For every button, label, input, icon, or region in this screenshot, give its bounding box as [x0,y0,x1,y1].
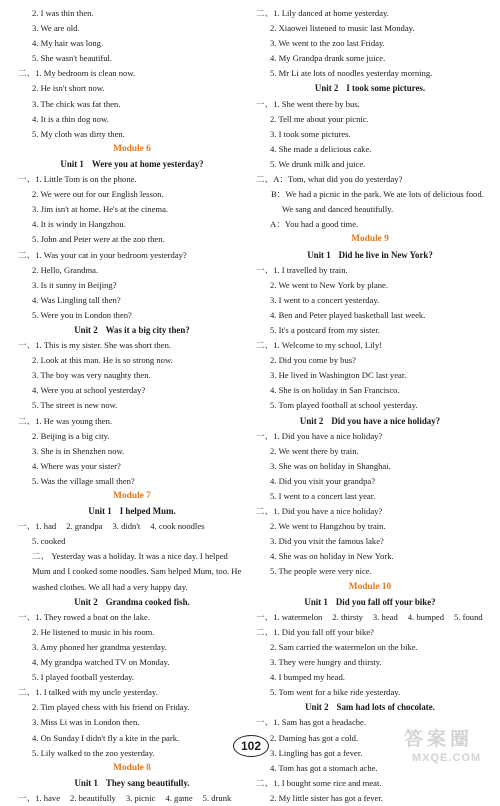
answer-line: 5. cooked [32,536,66,547]
answer-line: 3. The boy was very naughty then. [32,370,151,381]
answer-line: 4. She was on holiday in New York. [270,551,394,562]
answer-line: 4. Where was your sister? [32,460,121,471]
answer-line: 4. Were you at school yesterday? [32,385,146,396]
unit-number: Unit 1 [88,506,112,517]
answer-line-multi [18,791,246,806]
answer-line: 2. Sam carried the watermelon on the bike. [270,641,418,652]
unit-title: I took some pictures. [346,83,426,94]
unit-number: Unit 2 [299,415,324,426]
answer-line: 3. Jim isn't at home. He's at the cinema. [32,204,169,215]
answer-line: 二、1. He was young then. [18,415,113,426]
answer-line: 4. Ben and Peter played basketball last week. [270,309,426,320]
answer-line: 5. My cloth was dirty then. [32,128,125,139]
answer-line: 4. My hair was long. [32,38,104,49]
answer-line: 一、1. This is my sister. She was short then. [18,340,172,351]
unit-title: Was it a big city then? [105,324,190,335]
watermark-url: MXQE.COM [412,752,482,764]
unit-number: Unit 2 [74,596,98,607]
answer-item: 2. thirsty [332,611,363,622]
answer-line: 4. Did you visit your grandpa? [270,475,376,486]
answer-line: 4. She made a delicious cake. [270,143,372,154]
unit-heading [256,248,484,263]
answer-line: 二、1. Lily danced at home yesterday. [256,8,389,18]
answer-item: 3. didn't [112,521,141,532]
answer-item: 3. head [372,611,398,622]
answer-line-multi [18,519,246,534]
answer-line-multi [256,610,484,625]
answer-line: 二、A：Tom, what did you do yesterday? [256,174,403,185]
unit-heading [256,595,484,610]
answer-line: 5. Mr Li ate lots of noodles yesterday morning. [270,68,433,79]
answer-line: 3. She was on holiday in Shanghai. [270,460,391,471]
answer-line: 2. We went to New York by plane. [270,279,389,290]
answer-line: 5. The street is new now. [32,400,118,411]
module-heading: Module 8 [113,762,151,773]
unit-number: Unit 1 [307,249,331,260]
answer-item: 3. picnic [125,792,156,803]
answer-line: 2. I was thin then. [32,8,94,18]
page-number: 102 [233,735,269,757]
answer-line: 2. He listened to music in his room. [32,626,155,637]
answer-line: 5. The people were very nice. [270,566,372,577]
answer-line: 2. Did you come by bus? [270,355,356,366]
answer-line: 4. I bumped my head. [270,672,345,683]
answer-line: 一、1. They rowed a boat on the lake. [18,611,150,622]
answer-item: 4. game [165,792,193,803]
answer-line: 2. We were out for our English lesson. [32,189,164,200]
answer-line: 一、1. Did you have a nice holiday? [256,430,383,441]
answer-line: 3. I took some pictures. [270,128,351,139]
unit-title: I helped Mum. [119,506,176,517]
answer-line: 3. Is it sunny in Beijing? [32,279,117,290]
answer-line: 一、1. Little Tom is on the phone. [18,174,137,185]
unit-number: Unit 2 [314,83,339,94]
answer-line: 5. I played football yesterday. [32,672,135,683]
answer-line: 4. On Sunday I didn't fly a kite in the park. [32,732,180,743]
answer-item: 4. cook noodles [150,521,205,532]
unit-title: Did you fall off your bike? [335,596,436,607]
answer-line: 2. Tell me about your picnic. [270,113,369,124]
answer-item: 5. drunk [202,792,232,803]
dialogue-line: B：We had a picnic in the park. We ate lots of delicious food. We sang and danced beautifully. [271,189,484,215]
unit-number: Unit 2 [305,702,329,713]
answer-item: 2. grandpa [66,521,103,532]
answer-line: 2. We went there by train. [270,445,359,456]
unit-title: Sam had lots of chocolate. [336,702,435,713]
answer-line: 3. Lingling has got a fever. [270,747,363,758]
module-heading: Module 10 [348,581,392,592]
answer-line: 5. Were you in London then? [32,309,132,320]
answer-line: 3. Did you visit the famous lake? [270,536,384,547]
answer-item: 2. beautifully [70,792,116,803]
answer-line: 二、1. I talked with my uncle yesterday. [18,687,158,698]
unit-title: Did he live in New York? [338,249,433,260]
answer-line: 2. He isn't short now. [32,83,105,94]
answer-line: 二、1. Did you have a nice holiday? [256,506,383,517]
answer-line: 2. Xiaowei listened to music last Monday. [270,23,415,34]
answer-line: 4. My Grandpa drank some juice. [270,53,386,64]
answer-line: 3. He lived in Washington DC last year. [270,370,407,381]
answer-line: 3. Miss Li was in London then. [32,717,140,728]
answer-line: 5. John and Peter were at the zoo then. [32,234,165,245]
answer-line: 2. Daming has got a cold. [270,732,359,743]
answer-item: 一、1. have [18,792,61,803]
answer-line: 5. I went to a concert last year. [270,491,376,501]
answer-line: 3. We are old. [32,23,80,34]
answer-line: 一、1. She went there by bus. [256,98,360,109]
answer-line: 2. We went to Hangzhou by train. [270,521,386,532]
answer-item: 一、1. had [18,521,57,532]
answer-item: 4. bumped [407,611,445,622]
unit-heading [18,323,246,338]
answer-line: 3. Amy phoned her grandma yesterday. [32,641,167,652]
unit-number: Unit 1 [74,777,98,788]
answer-line: 二、1. Welcome to my school, Lily! [256,340,383,351]
watermark-text: 答案圈 [404,729,474,750]
answer-line: 二、1. Was your cat in your bedroom yesterday? [18,249,187,260]
answer-line: 4. Was Lingling tall then? [32,294,121,305]
answer-item: 一、1. watermelon [256,611,323,622]
answer-line: 4. It is a thin dog now. [32,113,109,124]
answer-line: 3. They were hungry and thirsty. [270,657,382,668]
answer-line: 3. She is in Shenzhen now. [32,445,125,456]
unit-title: Were you at home yesterday? [91,158,204,169]
unit-heading [256,700,484,715]
module-heading: Module 7 [113,491,151,501]
answer-column-left [18,6,246,806]
answer-line: 5. We drunk milk and juice. [270,158,366,169]
unit-heading [18,157,246,172]
answer-line: 2. Beijing is a big city. [32,430,110,441]
unit-heading [18,595,246,610]
unit-heading [18,776,246,791]
answer-paragraph: 二、 Yesterday was a holiday. It was a nice day. I helped Mum and I cooked some noodles. Sam helped Mum, too. He washed clothes. We all had a very happy day. [32,551,242,592]
answer-line: 5. It's a postcard from my sister. [270,324,380,335]
answer-line: 2. Look at this man. He is so strong now. [32,355,173,366]
answer-column-right [256,6,484,806]
unit-heading [256,414,484,429]
watermark-logo [404,729,496,769]
answer-line: 5. Tom went for a bike ride yesterday. [270,687,401,698]
unit-number: Unit 1 [304,596,328,607]
answer-line: 4. My grandpa watched TV on Monday. [32,657,170,668]
answer-line: 3. We went to the zoo last Friday. [270,38,385,49]
answer-line: 一、1. I travelled by train. [256,264,348,275]
answer-line: 2. Tim played chess with his friend on Friday. [32,702,190,713]
answer-line: 二、1. I bought some rice and meat. [256,777,382,788]
answer-line: 4. She is on holiday in San Francisco. [270,385,400,396]
unit-title: Did you have a nice holiday? [331,415,441,426]
answer-line: 2. My little sister has got a fever. [270,792,383,803]
answer-line: A：You had a good time. [270,219,359,230]
module-heading: Module 6 [113,143,151,154]
answer-item: 5. found [454,611,483,622]
answer-line: 二、1. My bedroom is clean now. [18,68,136,79]
answer-line: 3. I went to a concert yesterday. [270,294,380,305]
answer-line: 5. Lily walked to the zoo yesterday. [32,747,155,758]
answer-line: 2. Hello, Grandma. [32,264,99,275]
answer-line: 4. It is windy in Hangzhou. [32,219,126,230]
unit-title: They sang beautifully. [105,777,190,788]
unit-heading [256,81,484,96]
answer-line: 4. Tom has got a stomach ache. [270,762,378,773]
answer-line: 3. The chick was fat then. [32,98,121,109]
answer-line: 一、1. Sam has got a headache. [256,717,367,728]
answer-line: 5. She wasn't beautiful. [32,53,113,64]
unit-number: Unit 1 [60,158,84,169]
answer-line: 5. Was the village small then? [32,475,135,486]
unit-heading [18,504,246,519]
answer-line: 二、1. Did you fall off your bike? [256,626,374,637]
unit-number: Unit 2 [74,324,98,335]
module-heading: Module 9 [351,234,389,245]
unit-title: Grandma cooked fish. [105,596,190,607]
answer-line: 5. Tom played football at school yesterday. [270,400,418,411]
